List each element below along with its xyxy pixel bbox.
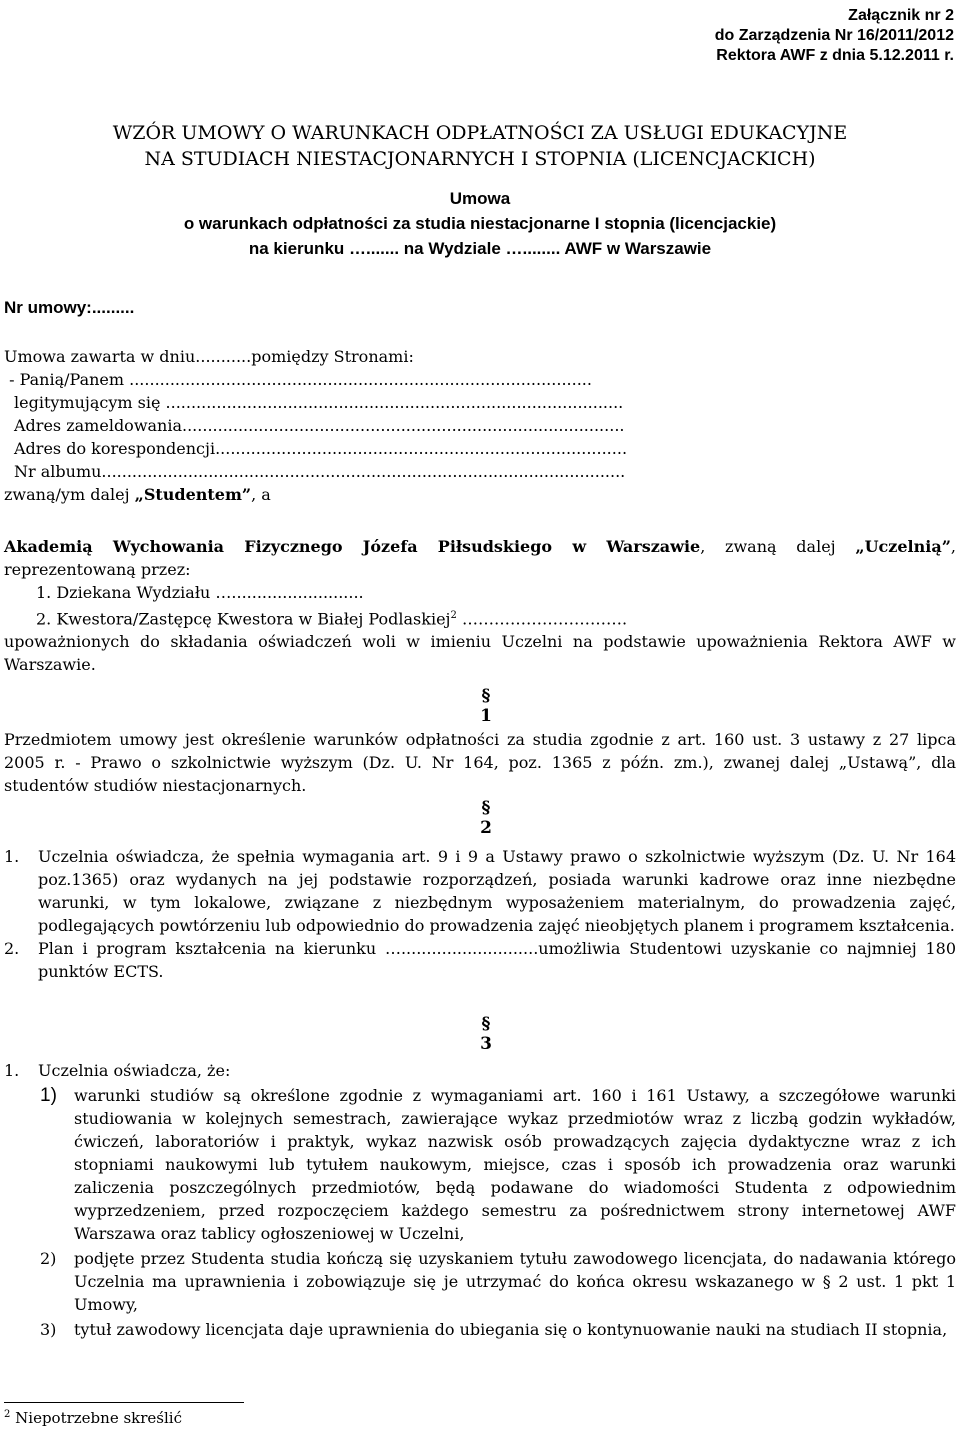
representative-2-text: 2. Kwestora/Zastępcę Kwestora w Białej Podlaskiej bbox=[36, 609, 451, 629]
section-1-text: Przedmiotem umowy jest określenie warunków odpłatności za studia zgodnie z art. 160 ust. 3 ustawy z 27 lipca 2005 r. - Prawo o szkolnictwie wyższym (Dz. U. Nr 164, poz. 1365 z późn. zm.), zwanej dalej „Ustawą”, dla studentów studiów niestacjonarnych. bbox=[4, 730, 956, 795]
university-line-1 bbox=[4, 535, 956, 558]
university-post: , bbox=[950, 537, 956, 556]
representative-1: 1. Dziekana Wydziału ….......................... bbox=[36, 583, 364, 602]
title-line-2: NA STUDIACH NIESTACJONARNYCH I STOPNIA (LICENCJACKICH) bbox=[144, 148, 816, 170]
document-title bbox=[0, 120, 960, 172]
attachment-line-2: do Zarządzenia Nr 16/2011/2012 bbox=[714, 27, 954, 44]
section-sign: § bbox=[481, 686, 491, 706]
sublist-item-number: 3) bbox=[40, 1320, 57, 1339]
contract-heading bbox=[0, 186, 960, 261]
contract-heading-line-1: Umowa bbox=[449, 189, 511, 208]
parties-line-1: Umowa zawarta w dniu...........pomiędzy Stronami: bbox=[4, 347, 414, 366]
parties-line-7 bbox=[4, 483, 627, 506]
representative-2 bbox=[4, 604, 956, 630]
section-3-sublist bbox=[40, 1084, 956, 1341]
sublist-item-number: 1) bbox=[40, 1085, 57, 1106]
footnote-mark: 2 bbox=[4, 1409, 11, 1420]
parties-block bbox=[4, 345, 627, 506]
sublist-item bbox=[40, 1318, 956, 1341]
contract-heading-line-3: na kierunku …....... na Wydziale …........ AWF w Warszawie bbox=[248, 239, 712, 258]
list-item-text: Uczelnia oświadcza, że: bbox=[38, 1061, 231, 1080]
list-item-text: Uczelnia oświadcza, że spełnia wymagania art. 9 i 9 a Ustawy prawo o szkolnictwie wyższym (Dz. U. Nr 164 poz.1365) oraz wydanych na jej podstawie rozporządzeń, posiada warunki kadrowe oraz inne niezbędne warunki, w tym lokalowe, związane z niezbędnym wyposażeniem materialnym, do prowadzenia zajęć, podlegających powtórzeniu lub odpowiednio do prowadzenia zajęć nieobjętych planem i programem kształcenia. bbox=[38, 847, 956, 935]
student-post: , a bbox=[251, 485, 271, 504]
sublist-item-number: 2) bbox=[40, 1249, 57, 1268]
representative-2-dots: …………………………. bbox=[456, 609, 628, 629]
list-item-number: 2. bbox=[4, 939, 20, 958]
university-paragraph bbox=[4, 535, 956, 676]
list-item-number: 1. bbox=[4, 847, 20, 866]
footnote-divider bbox=[4, 1402, 244, 1403]
university-mid: , zwaną dalej bbox=[700, 537, 856, 556]
parties-line-5: Adres do korespondencji................................................................................. bbox=[14, 439, 628, 458]
title-line-1: WZÓR UMOWY O WARUNKACH ODPŁATNOŚCI ZA USŁUGI EDUKACYJNE bbox=[112, 122, 848, 144]
section-2-heading bbox=[0, 798, 960, 838]
list-item bbox=[4, 937, 956, 983]
section-3-intro bbox=[4, 1059, 956, 1082]
section-sign: § bbox=[481, 798, 491, 818]
parties-line-2: - Panią/Panem ........................................................................................... bbox=[4, 370, 592, 389]
footnote-ref: 2 bbox=[450, 610, 457, 621]
sublist-item bbox=[40, 1247, 956, 1316]
sublist-item bbox=[40, 1084, 956, 1245]
section-2-list bbox=[4, 845, 956, 983]
parties-line-6: Nr albumu....................................................................................................... bbox=[14, 462, 626, 481]
footnote bbox=[4, 1409, 182, 1427]
authorization-text: upoważnionych do składania oświadczeń woli w imieniu Uczelni na podstawie upoważnienia Rektora AWF w Warszawie. bbox=[4, 632, 956, 675]
represented-by: reprezentowaną przez: bbox=[4, 560, 191, 579]
student-term: „Studentem” bbox=[134, 485, 252, 504]
attachment-line-3: Rektora AWF z dnia 5.12.2011 r. bbox=[716, 47, 954, 64]
contract-number: Nr umowy:......... bbox=[4, 298, 135, 317]
section-sign: § bbox=[481, 1014, 491, 1034]
contract-heading-line-2: o warunkach odpłatności za studia niestacjonarne I stopnia (licencjackie) bbox=[183, 214, 777, 233]
section-number: 1 bbox=[480, 706, 492, 726]
footnote-text: Niepotrzebne skreślić bbox=[10, 1409, 182, 1427]
student-pre: zwaną/ym dalej bbox=[4, 485, 135, 504]
list-item bbox=[4, 845, 956, 937]
section-number: 2 bbox=[480, 818, 492, 838]
sublist-item-text: tytuł zawodowy licencjata daje uprawnienia do ubiegania się o kontynuowanie nauki na studiach II stopnia, bbox=[74, 1320, 948, 1339]
parties-line-3: legitymującym się .......................................................................................... bbox=[14, 393, 624, 412]
list-item-text: Plan i program kształcenia na kierunku …...........................umożliwia Studentowi uzyskanie co najmniej 180 punktów ECTS. bbox=[38, 939, 956, 981]
attachment-header bbox=[715, 6, 954, 66]
list-item-number: 1. bbox=[4, 1061, 20, 1080]
section-1-heading bbox=[0, 686, 960, 726]
sublist-item-text: podjęte przez Studenta studia kończą się uzyskaniem tytułu zawodowego licencjata, do nadawania którego Uczelnia ma uprawnienia i zobowiązuje się je utrzymać do końca okresu wskazanego w § 2 ust. 1 pkt 1 Umowy, bbox=[74, 1249, 956, 1314]
sublist-item-text: warunki studiów są określone zgodnie z wymaganiami art. 160 i 161 Ustawy, a szczegółowe warunki studiowania w kolejnych semestrach, zawierające wykaz przedmiotów wraz z liczbą godzin wykładów, ćwiczeń, laboratoriów i praktyk, wykaz nazwisk osób prowadzących zajęcia dydaktyczne wraz z ich stopniami naukowymi lub tytułem naukowym, miejsce, czas i sposób ich prowadzenia oraz warunki zaliczenia poszczególnych przedmiotów, będą podawane do wiadomości Studenta z odpowiednim wyprzedzeniem, przed rozpoczęciem każdego semestru za pośrednictwem strony internetowej AWF Warszawa oraz tablicy ogłoszeniowej w Uczelni, bbox=[74, 1086, 956, 1243]
parties-line-4: Adres zameldowania....................................................................................... bbox=[14, 416, 625, 435]
list-item bbox=[4, 1059, 956, 1082]
university-term: „Uczelnią” bbox=[855, 537, 951, 556]
attachment-line-1: Załącznik nr 2 bbox=[848, 7, 954, 24]
university-name: Akademią Wychowania Fizycznego Józefa Piłsudskiego w Warszawie bbox=[4, 537, 701, 556]
section-3-heading bbox=[0, 1014, 960, 1054]
section-number: 3 bbox=[480, 1034, 492, 1054]
